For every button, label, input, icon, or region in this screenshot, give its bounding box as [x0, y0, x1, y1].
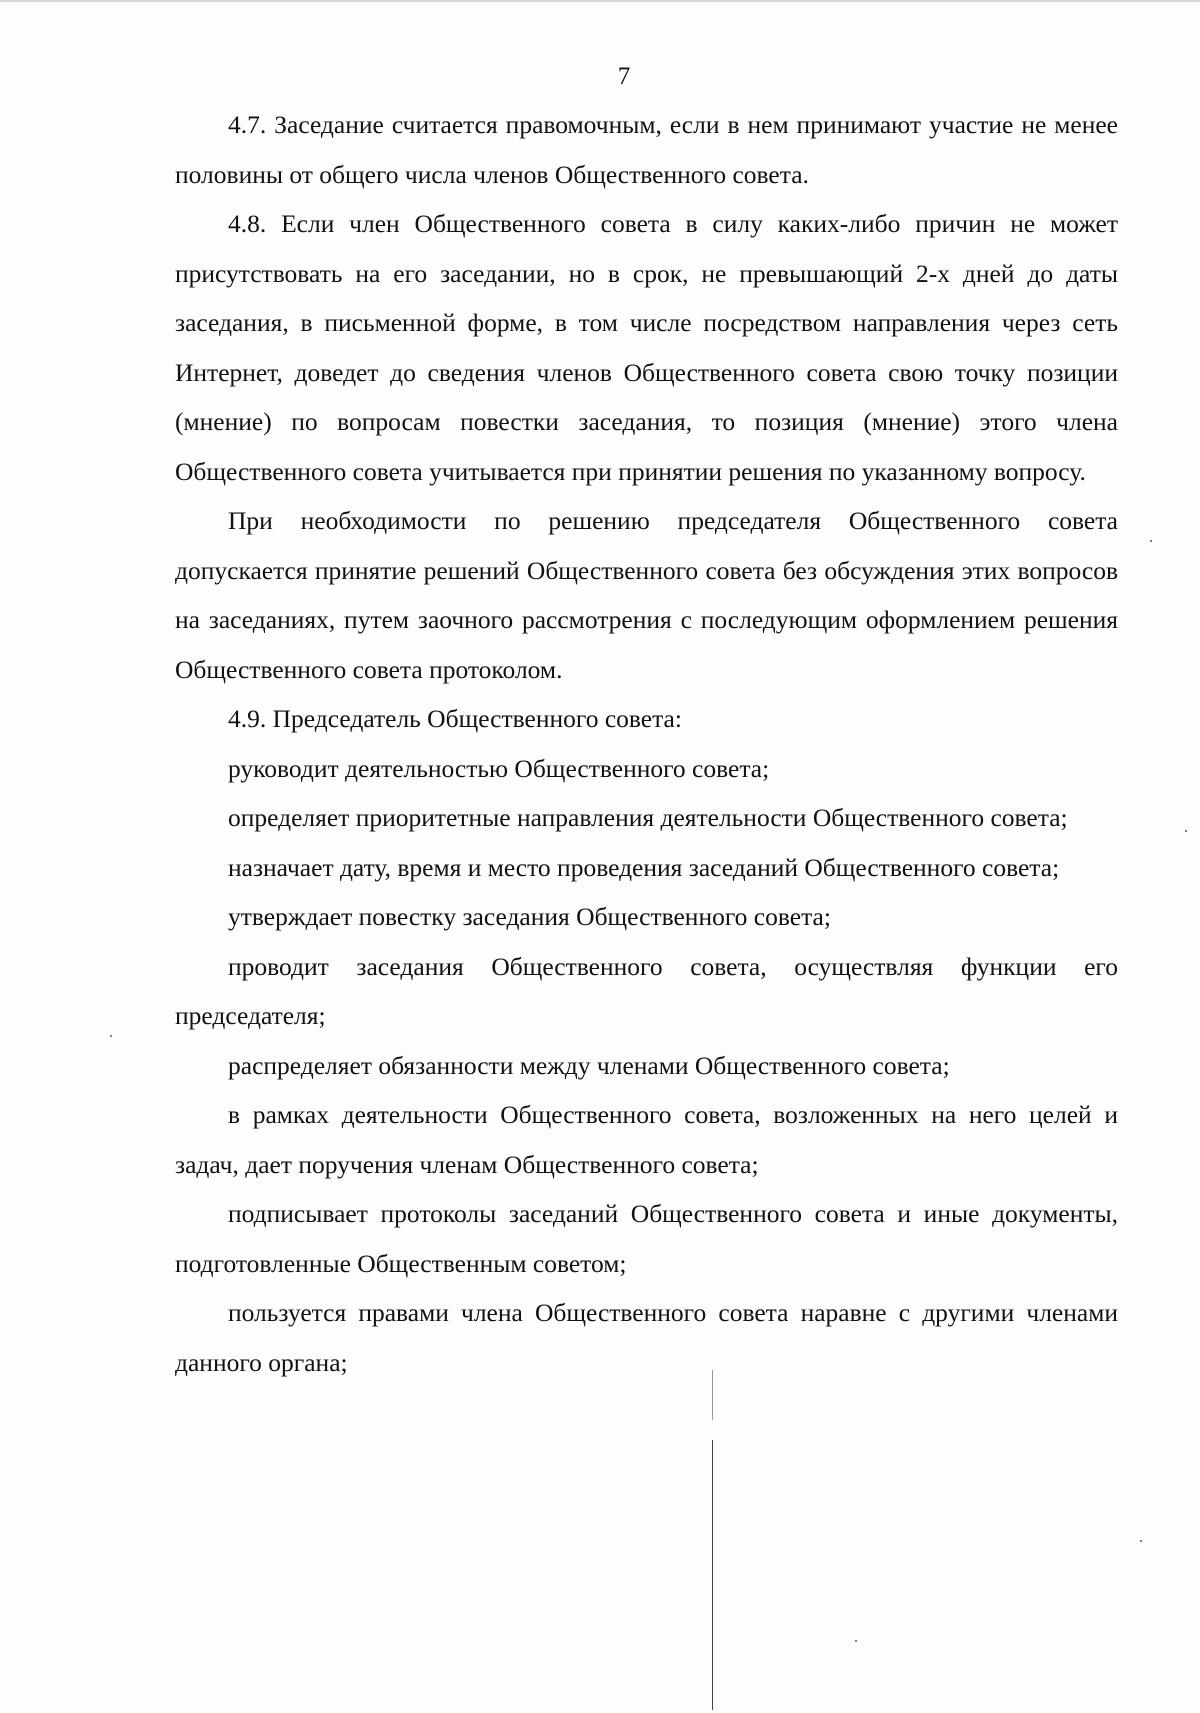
list-item-schedules: назначает дату, время и место проведения заседаний Общественного совета; [228, 852, 1060, 882]
scan-artifact-speck [1140, 1540, 1142, 1542]
list-item-instructions: в рамках деятельности Общественного совета, возложенных на него целей и задач, дает поручения членам Общественного совета; [175, 1100, 1118, 1179]
paragraph-4-8: 4.8. Если член Общественного совета в силу каких-либо причин не может присутствовать на его заседании, но в срок, не превышающий 2-х дней до даты заседания, в письменной форме, в том числе посредством направления через сеть Интернет, доведет до сведения членов Общественного совета свою точку позиции (мнение) по вопросам повестки заседания, то позиция (мнение) этого члена Общественного совета учитывается при принятии решения по указанному вопросу. [175, 209, 1118, 486]
page-top-edge [0, 0, 1200, 2]
list-item-conducts: проводит заседания Общественного совета, осуществляя функции его председателя; [175, 951, 1118, 1030]
list-item-agenda: утверждает повестку заседания Общественного совета; [228, 902, 831, 931]
scan-artifact-speck [1150, 540, 1152, 542]
scan-artifact-speck [1185, 830, 1187, 832]
paragraph-absentee-voting: При необходимости по решению председателя Общественного совета допускается принятие решений Общественного совета без обсуждения этих вопросов на заседаниях, путем заочного рассмотрения с последующим оформлением решения Общественного совета протоколом. [175, 506, 1118, 684]
list-item-signs: подписывает протоколы заседаний Общественного совета и иные документы, подготовленные Общественным советом; [175, 1199, 1118, 1278]
list-item-priorities: определяет приоритетные направления деятельности Общественного совета; [228, 803, 1068, 832]
document-body [175, 100, 1118, 1387]
list-item-rights: пользуется правами члена Общественного совета наравне с другими членами данного органа; [175, 1298, 1118, 1377]
scan-artifact-speck [855, 1640, 857, 1642]
scan-artifact-speck [110, 1035, 112, 1037]
list-item-distributes: распределяет обязанности между членами Общественного совета; [228, 1050, 950, 1080]
paragraph-4-9-heading: 4.9. Председатель Общественного совета: [228, 704, 682, 733]
page-number: 7 [617, 63, 631, 90]
list-item-manages: руководит деятельностью Общественного совета; [228, 753, 770, 783]
paragraph-4-7: 4.7. Заседание считается правомочным, если в нем принимают участие не менее половины от общего числа членов Общественного совета. [175, 110, 1118, 189]
scan-artifact-line [712, 1370, 713, 1420]
scan-artifact-line [712, 1440, 713, 1710]
